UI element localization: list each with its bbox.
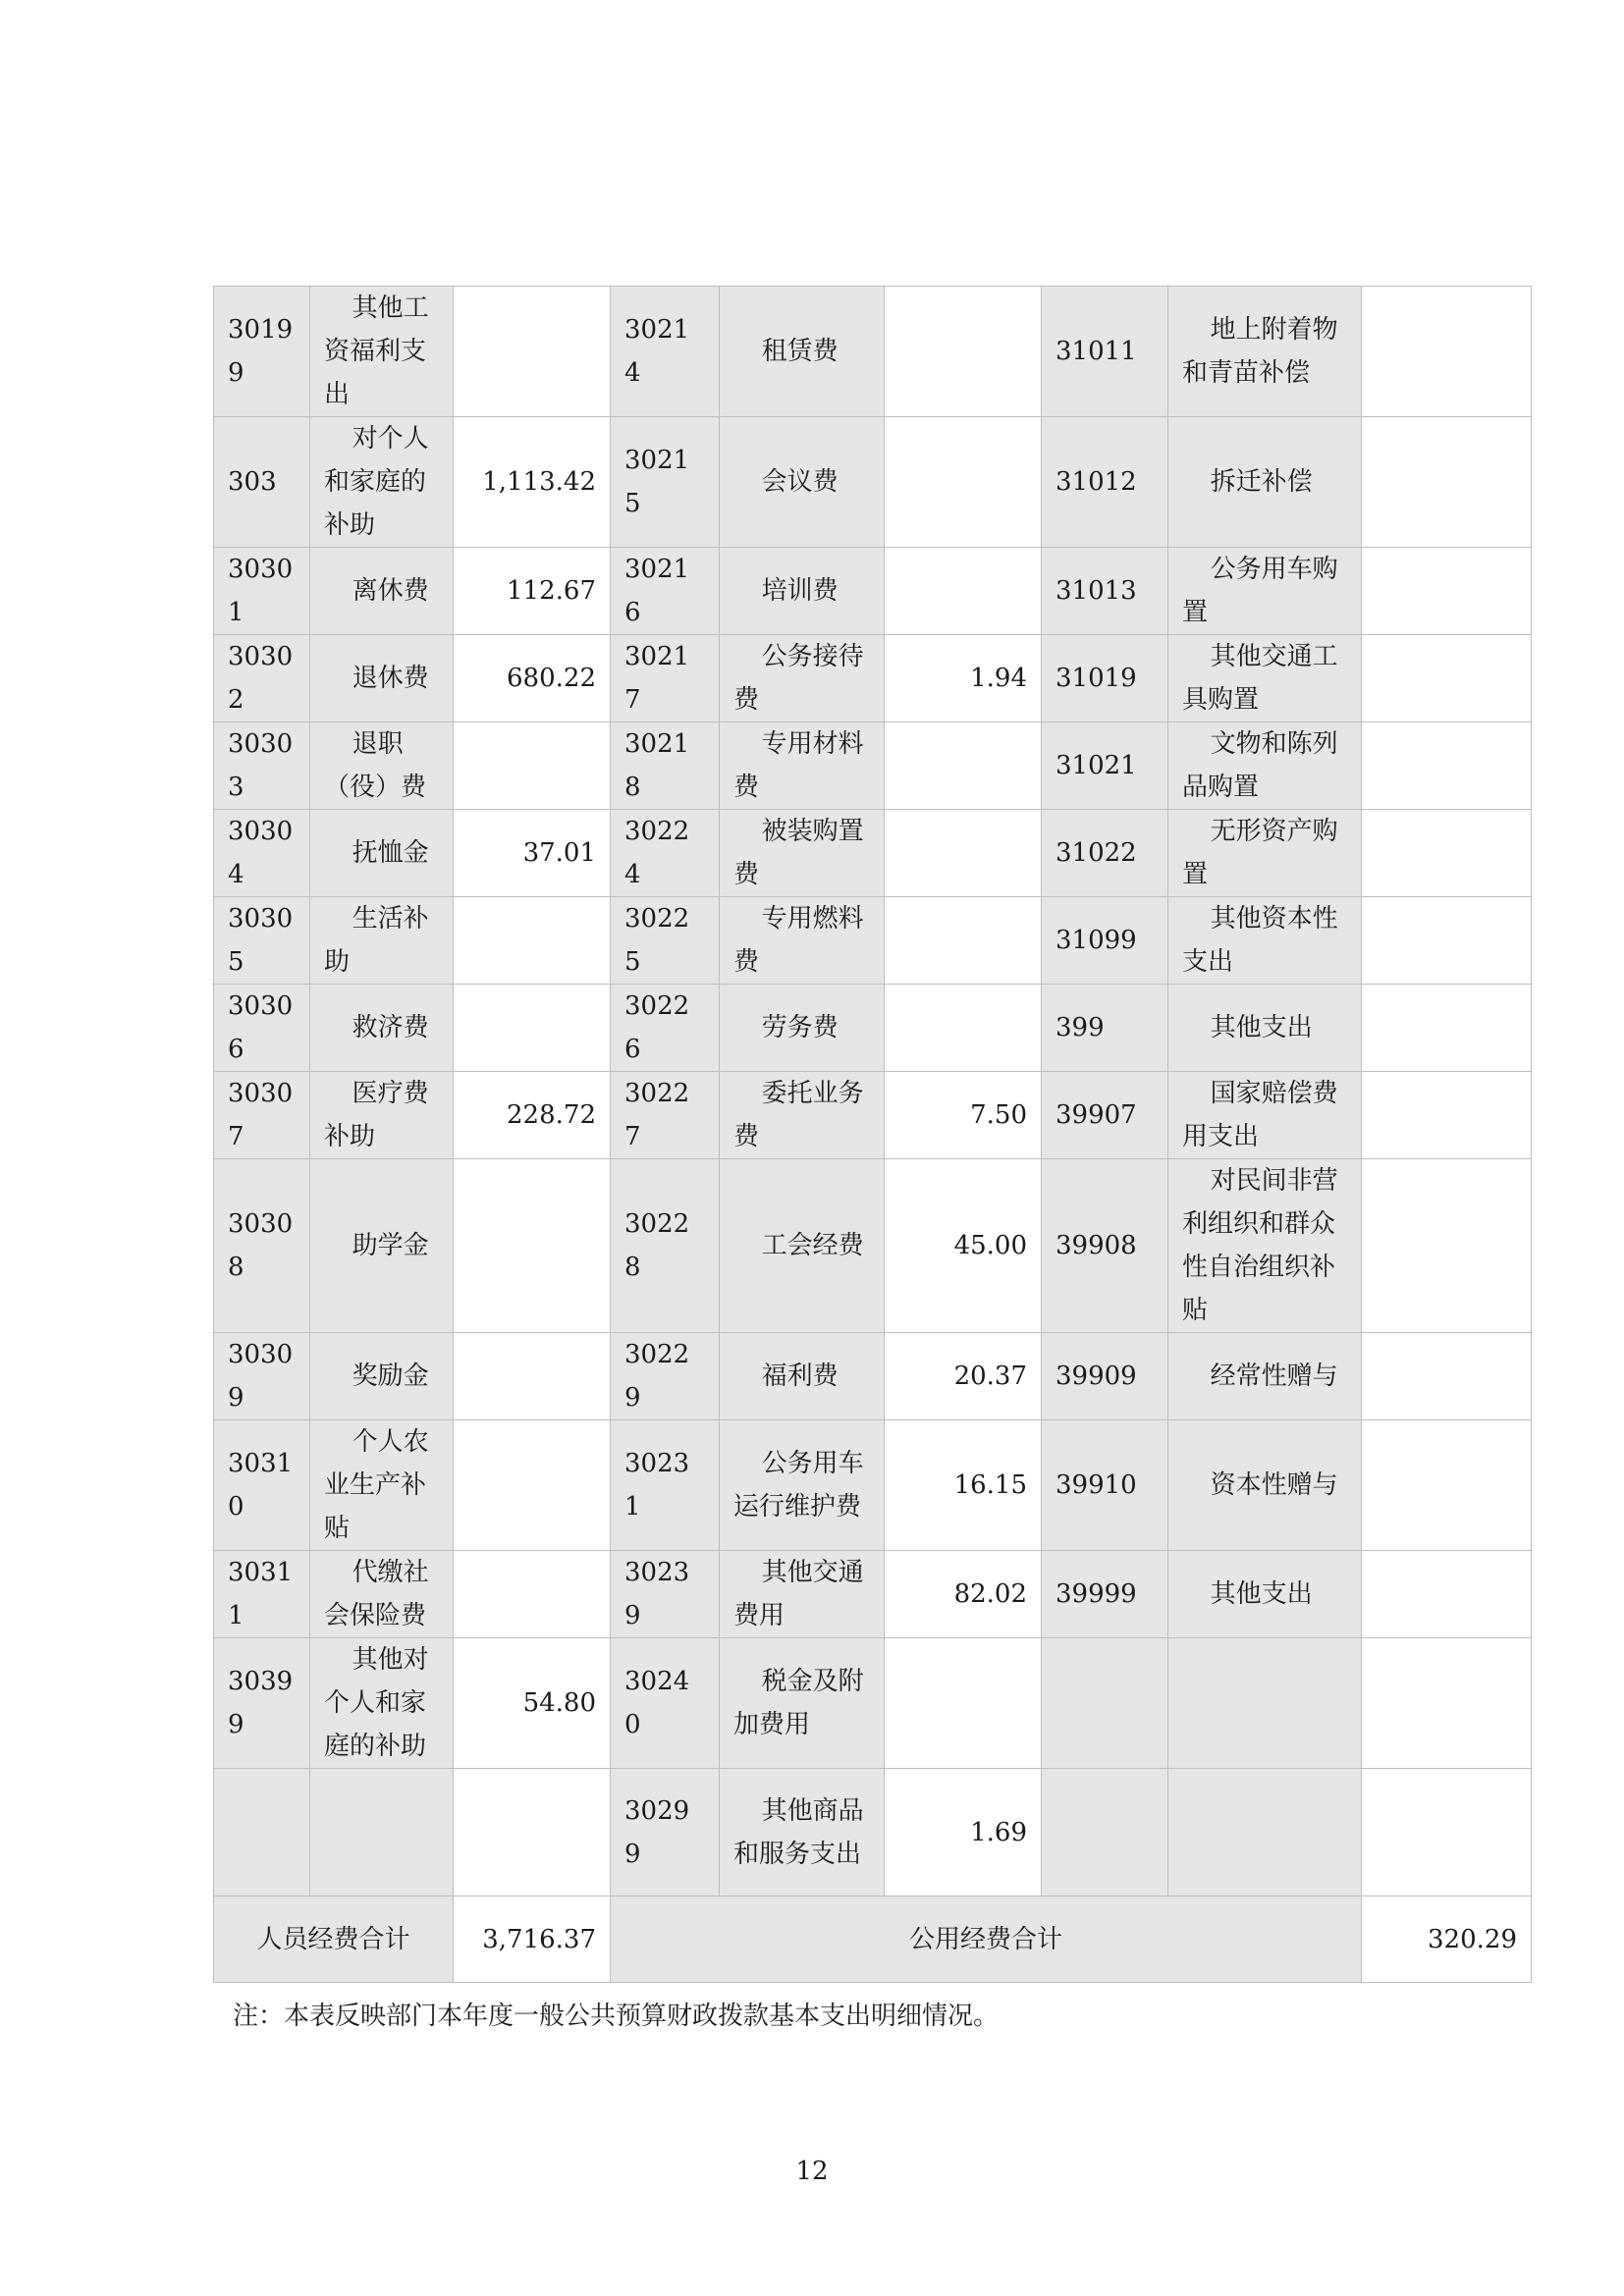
code-cell: 30301 xyxy=(214,548,310,635)
amount-cell xyxy=(1362,417,1532,548)
amount-cell xyxy=(885,722,1042,810)
amount-cell: 228.72 xyxy=(454,1072,611,1159)
item-name-cell: 离休费 xyxy=(310,548,454,635)
code-cell xyxy=(214,1769,310,1896)
item-name-cell: 其他工资福利支出 xyxy=(310,287,454,417)
code-cell: 30311 xyxy=(214,1551,310,1638)
code-cell: 31021 xyxy=(1042,722,1168,810)
table-row xyxy=(214,897,1532,985)
code-cell: 30216 xyxy=(611,548,720,635)
code-cell: 30226 xyxy=(611,985,720,1072)
amount-cell xyxy=(885,417,1042,548)
code-cell: 30304 xyxy=(214,810,310,897)
public-total-label: 公用经费合计 xyxy=(611,1896,1362,1983)
amount-cell xyxy=(1362,1420,1532,1551)
amount-cell xyxy=(454,287,611,417)
code-cell: 30218 xyxy=(611,722,720,810)
item-name-cell: 税金及附加费用 xyxy=(720,1638,885,1769)
table-body xyxy=(214,287,1532,1896)
public-total-value: 320.29 xyxy=(1362,1896,1532,1983)
code-cell: 30239 xyxy=(611,1551,720,1638)
code-cell: 30305 xyxy=(214,897,310,985)
amount-cell xyxy=(1362,287,1532,417)
code-cell: 31012 xyxy=(1042,417,1168,548)
code-cell xyxy=(1042,1769,1168,1896)
item-name-cell: 无形资产购置 xyxy=(1168,810,1362,897)
amount-cell: 7.50 xyxy=(885,1072,1042,1159)
item-name-cell: 工会经费 xyxy=(720,1159,885,1333)
item-name-cell: 专用燃料费 xyxy=(720,897,885,985)
item-name-cell: 其他支出 xyxy=(1168,985,1362,1072)
expense-detail-table xyxy=(213,286,1532,1983)
table-row xyxy=(214,985,1532,1072)
amount-cell xyxy=(454,1551,611,1638)
item-name-cell: 退休费 xyxy=(310,635,454,722)
table-row xyxy=(214,1333,1532,1420)
code-cell: 30302 xyxy=(214,635,310,722)
code-cell: 30307 xyxy=(214,1072,310,1159)
page-number: 12 xyxy=(795,2157,829,2186)
code-cell: 30299 xyxy=(611,1769,720,1896)
amount-cell: 1.94 xyxy=(885,635,1042,722)
code-cell: 30224 xyxy=(611,810,720,897)
item-name-cell: 其他对个人和家庭的补助 xyxy=(310,1638,454,1769)
item-name-cell: 被装购置费 xyxy=(720,810,885,897)
code-cell: 30227 xyxy=(611,1072,720,1159)
code-cell: 30215 xyxy=(611,417,720,548)
item-name-cell: 培训费 xyxy=(720,548,885,635)
amount-cell xyxy=(1362,635,1532,722)
amount-cell xyxy=(885,287,1042,417)
code-cell: 30309 xyxy=(214,1333,310,1420)
code-cell: 39907 xyxy=(1042,1072,1168,1159)
table-row xyxy=(214,1769,1532,1896)
code-cell: 399 xyxy=(1042,985,1168,1072)
totals-row xyxy=(214,1896,1532,1983)
table-row xyxy=(214,1551,1532,1638)
item-name-cell: 经常性赠与 xyxy=(1168,1333,1362,1420)
code-cell: 39910 xyxy=(1042,1420,1168,1551)
amount-cell xyxy=(1362,897,1532,985)
amount-cell: 1,113.42 xyxy=(454,417,611,548)
amount-cell xyxy=(1362,985,1532,1072)
table-row xyxy=(214,635,1532,722)
amount-cell xyxy=(1362,1638,1532,1769)
table-row xyxy=(214,287,1532,417)
amount-cell xyxy=(454,985,611,1072)
item-name-cell: 租赁费 xyxy=(720,287,885,417)
amount-cell: 54.80 xyxy=(454,1638,611,1769)
item-name-cell: 专用材料费 xyxy=(720,722,885,810)
amount-cell xyxy=(1362,1072,1532,1159)
item-name-cell: 对个人和家庭的补助 xyxy=(310,417,454,548)
code-cell: 39908 xyxy=(1042,1159,1168,1333)
item-name-cell: 生活补助 xyxy=(310,897,454,985)
item-name-cell: 其他支出 xyxy=(1168,1551,1362,1638)
item-name-cell: 奖励金 xyxy=(310,1333,454,1420)
table-row xyxy=(214,1420,1532,1551)
code-cell: 31019 xyxy=(1042,635,1168,722)
item-name-cell: 其他资本性支出 xyxy=(1168,897,1362,985)
code-cell: 39999 xyxy=(1042,1551,1168,1638)
code-cell: 30217 xyxy=(611,635,720,722)
item-name-cell: 会议费 xyxy=(720,417,885,548)
table-row xyxy=(214,722,1532,810)
amount-cell xyxy=(454,897,611,985)
item-name-cell: 拆迁补偿 xyxy=(1168,417,1362,548)
amount-cell xyxy=(454,722,611,810)
code-cell: 39909 xyxy=(1042,1333,1168,1420)
item-name-cell: 其他交通工具购置 xyxy=(1168,635,1362,722)
item-name-cell: 对民间非营利组织和群众性自治组织补贴 xyxy=(1168,1159,1362,1333)
item-name-cell: 资本性赠与 xyxy=(1168,1420,1362,1551)
amount-cell xyxy=(885,810,1042,897)
item-name-cell: 医疗费补助 xyxy=(310,1072,454,1159)
amount-cell xyxy=(1362,1333,1532,1420)
amount-cell xyxy=(885,548,1042,635)
amount-cell xyxy=(1362,1159,1532,1333)
table-row xyxy=(214,548,1532,635)
item-name-cell: 国家赔偿费用支出 xyxy=(1168,1072,1362,1159)
code-cell: 30310 xyxy=(214,1420,310,1551)
amount-cell xyxy=(1362,722,1532,810)
code-cell: 30225 xyxy=(611,897,720,985)
item-name-cell: 地上附着物和青苗补偿 xyxy=(1168,287,1362,417)
amount-cell: 20.37 xyxy=(885,1333,1042,1420)
item-name-cell: 公务用车运行维护费 xyxy=(720,1420,885,1551)
amount-cell: 680.22 xyxy=(454,635,611,722)
amount-cell xyxy=(454,1769,611,1896)
item-name-cell: 委托业务费 xyxy=(720,1072,885,1159)
amount-cell xyxy=(1362,1769,1532,1896)
item-name-cell: 代缴社会保险费 xyxy=(310,1551,454,1638)
amount-cell xyxy=(1362,1551,1532,1638)
item-name-cell: 退职（役）费 xyxy=(310,722,454,810)
code-cell xyxy=(1042,1638,1168,1769)
item-name-cell: 救济费 xyxy=(310,985,454,1072)
code-cell: 31013 xyxy=(1042,548,1168,635)
item-name-cell: 公务接待费 xyxy=(720,635,885,722)
code-cell: 31099 xyxy=(1042,897,1168,985)
amount-cell xyxy=(454,1333,611,1420)
amount-cell xyxy=(1362,548,1532,635)
code-cell: 31022 xyxy=(1042,810,1168,897)
code-cell: 303 xyxy=(214,417,310,548)
table-note: 注：本表反映部门本年度一般公共预算财政拨款基本支出明细情况。 xyxy=(233,2002,1000,2031)
item-name-cell: 其他商品和服务支出 xyxy=(720,1769,885,1896)
personnel-total-value: 3,716.37 xyxy=(454,1896,611,1983)
table-row xyxy=(214,1638,1532,1769)
code-cell: 30303 xyxy=(214,722,310,810)
item-name-cell: 个人农业生产补贴 xyxy=(310,1420,454,1551)
item-name-cell: 抚恤金 xyxy=(310,810,454,897)
code-cell: 30399 xyxy=(214,1638,310,1769)
table-row xyxy=(214,810,1532,897)
amount-cell: 45.00 xyxy=(885,1159,1042,1333)
code-cell: 30308 xyxy=(214,1159,310,1333)
amount-cell xyxy=(885,1638,1042,1769)
table-row xyxy=(214,1072,1532,1159)
code-cell: 30240 xyxy=(611,1638,720,1769)
table-row xyxy=(214,417,1532,548)
code-cell: 30306 xyxy=(214,985,310,1072)
amount-cell xyxy=(454,1159,611,1333)
item-name-cell: 文物和陈列品购置 xyxy=(1168,722,1362,810)
amount-cell: 112.67 xyxy=(454,548,611,635)
code-cell: 30199 xyxy=(214,287,310,417)
amount-cell: 1.69 xyxy=(885,1769,1042,1896)
amount-cell xyxy=(1362,810,1532,897)
code-cell: 31011 xyxy=(1042,287,1168,417)
code-cell: 30228 xyxy=(611,1159,720,1333)
amount-cell: 37.01 xyxy=(454,810,611,897)
code-cell: 30229 xyxy=(611,1333,720,1420)
code-cell: 30214 xyxy=(611,287,720,417)
code-cell: 30231 xyxy=(611,1420,720,1551)
item-name-cell: 福利费 xyxy=(720,1333,885,1420)
table-row xyxy=(214,1159,1532,1333)
item-name-cell: 劳务费 xyxy=(720,985,885,1072)
item-name-cell xyxy=(1168,1638,1362,1769)
amount-cell: 82.02 xyxy=(885,1551,1042,1638)
item-name-cell: 助学金 xyxy=(310,1159,454,1333)
amount-cell xyxy=(885,985,1042,1072)
personnel-total-label: 人员经费合计 xyxy=(214,1896,454,1983)
item-name-cell: 公务用车购置 xyxy=(1168,548,1362,635)
amount-cell xyxy=(454,1420,611,1551)
item-name-cell xyxy=(310,1769,454,1896)
item-name-cell: 其他交通费用 xyxy=(720,1551,885,1638)
item-name-cell xyxy=(1168,1769,1362,1896)
amount-cell xyxy=(885,897,1042,985)
amount-cell: 16.15 xyxy=(885,1420,1042,1551)
